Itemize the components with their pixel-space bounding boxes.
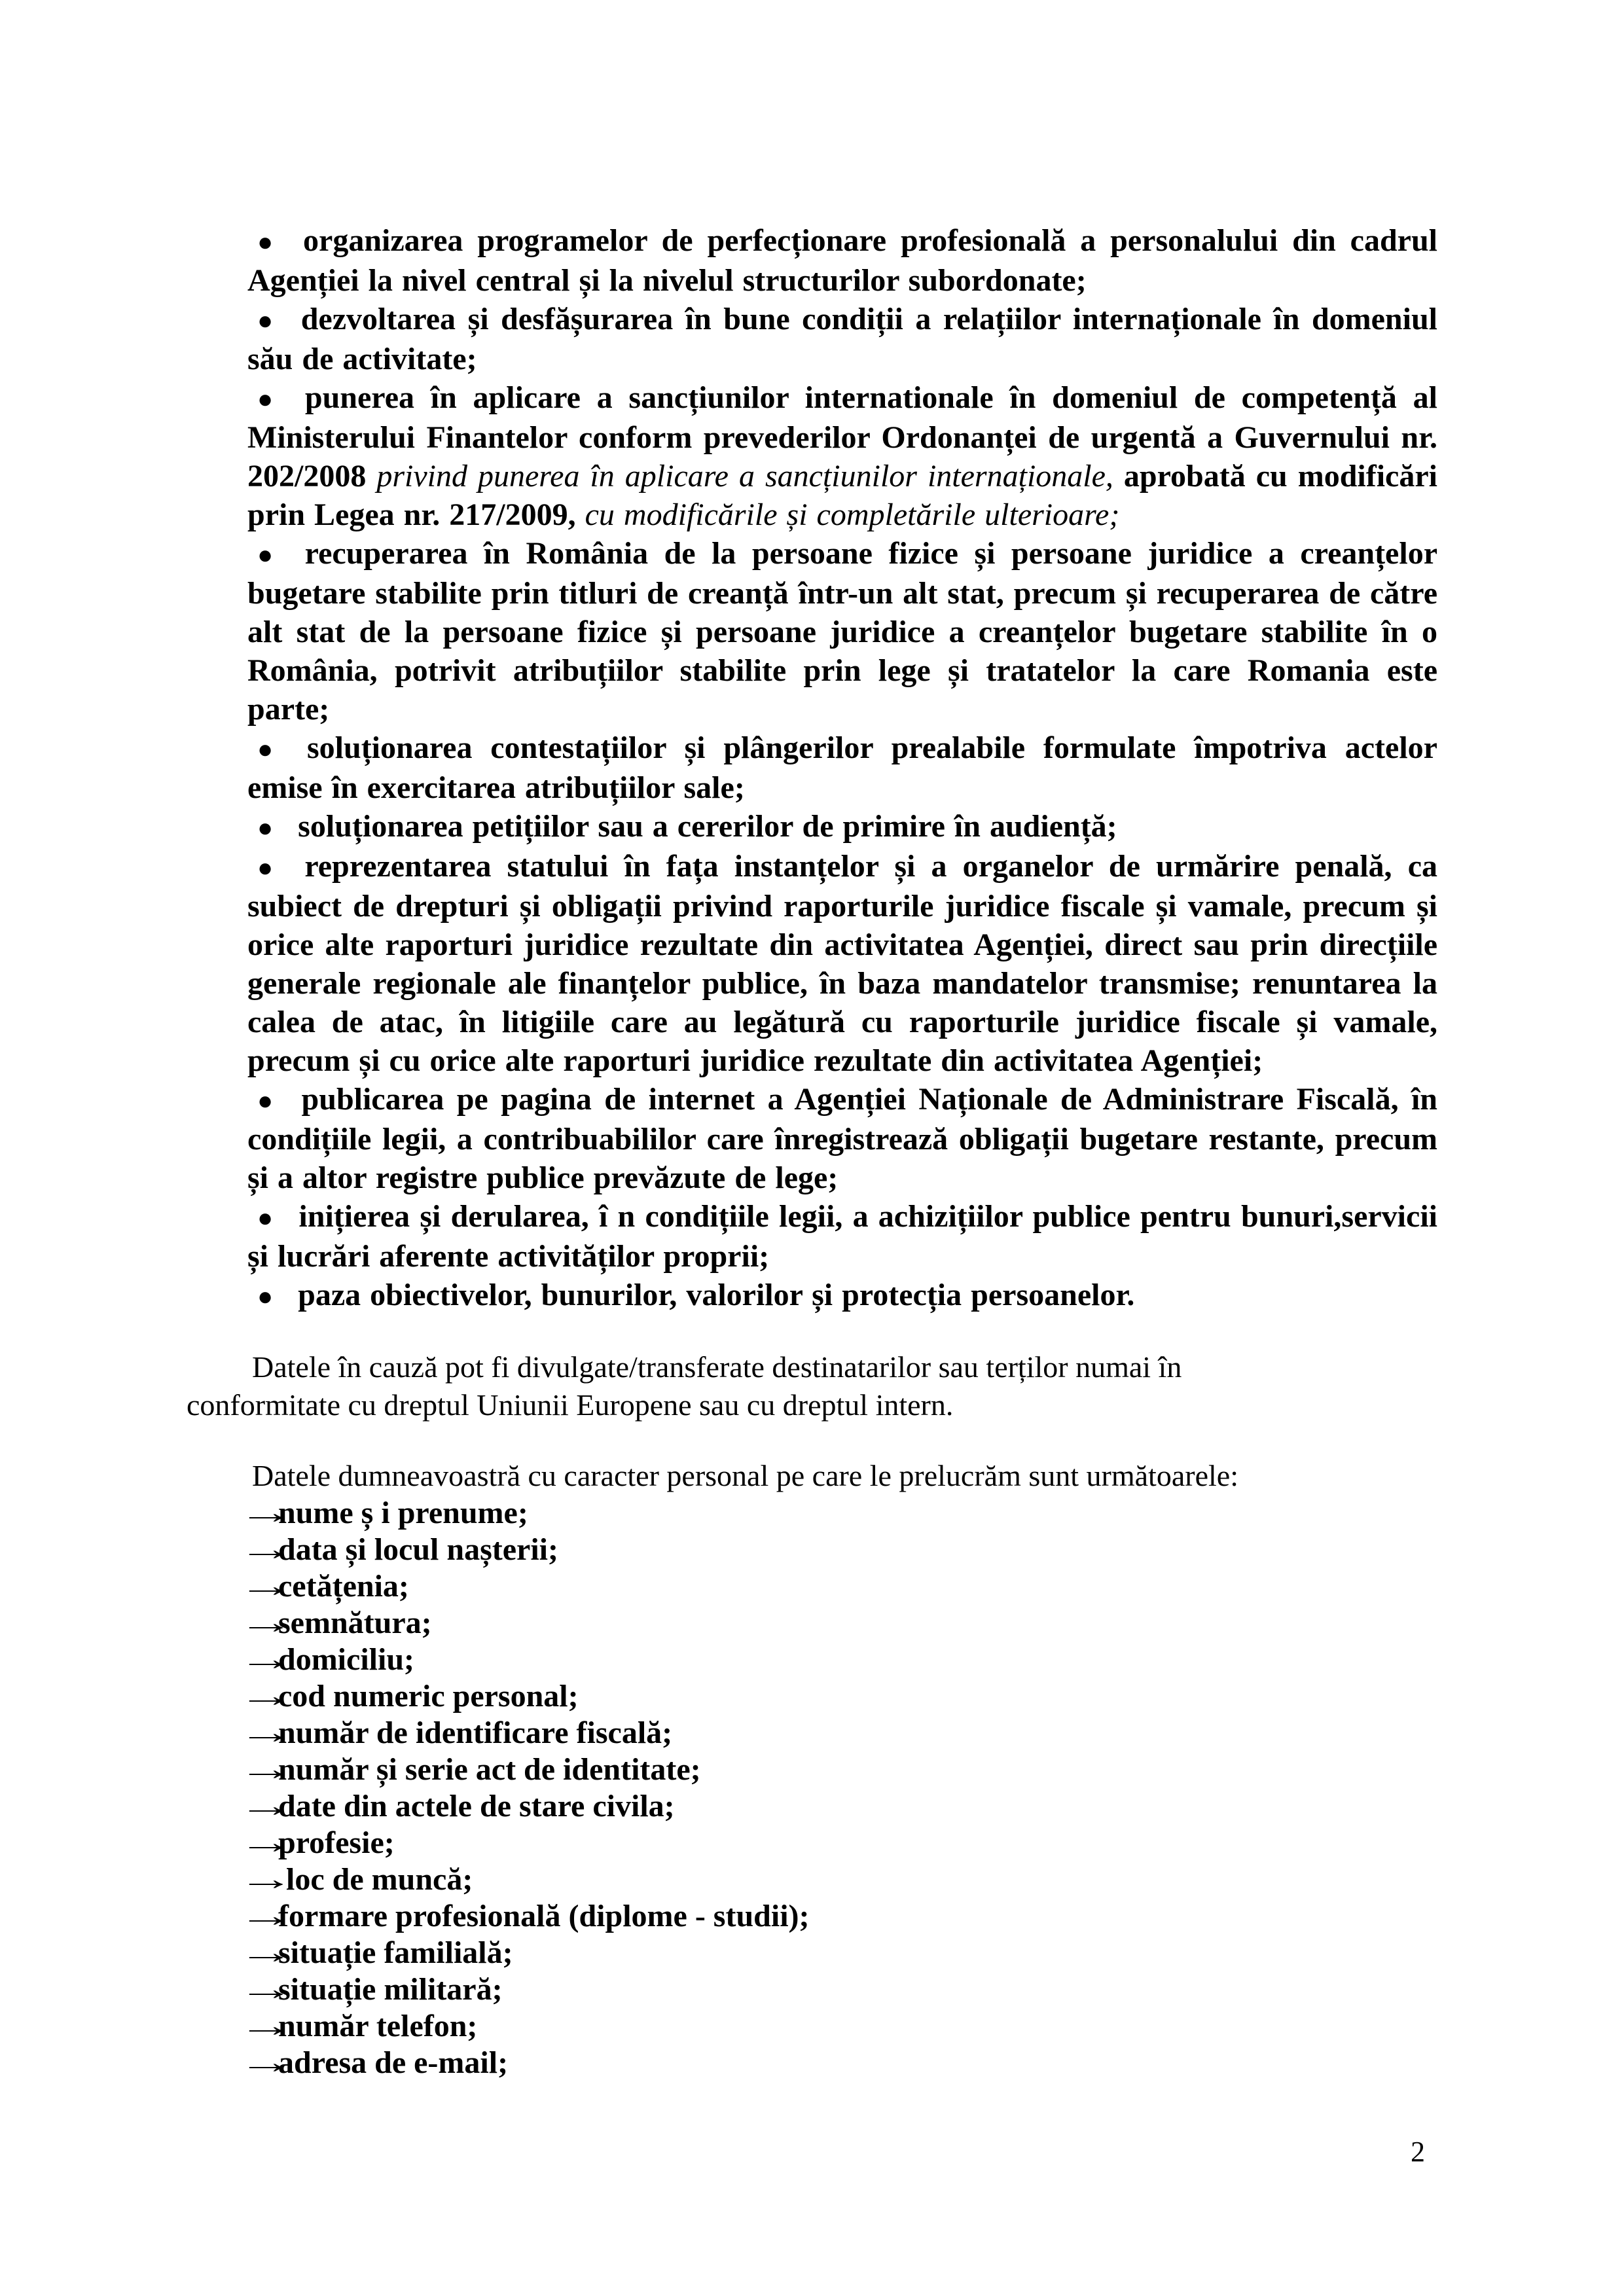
text-segment: soluționarea contestațiilor și plângerilor prealabile formulate împotriva actelor emise în exercitarea atribuțiilor sale; — [247, 730, 1437, 805]
personal-data-label: cod numeric personal; — [278, 1679, 579, 1713]
arrow-icon: → — [238, 1642, 295, 1677]
personal-data-item — [238, 1495, 1437, 1532]
personal-data-label: situație militară; — [278, 1972, 503, 2007]
arrow-icon: → — [238, 1825, 295, 1860]
bullet-icon: ● — [257, 306, 276, 335]
arrow-icon: → — [238, 1899, 295, 1933]
arrow-icon: → — [238, 1679, 295, 1713]
page-number: 2 — [1411, 2136, 1425, 2168]
text-segment: privind punerea în aplicare a sancțiunilor internaționale, — [376, 459, 1113, 493]
page-content — [187, 221, 1438, 2081]
personal-data-label: număr și serie act de identitate; — [278, 1752, 701, 1787]
personal-data-item — [238, 1641, 1437, 1678]
personal-data-label: situație familială; — [278, 1935, 513, 1970]
text-segment: dezvoltarea și desfășurarea în bune condiții a relațiilor internaționale în domeniul său de activitate; — [247, 302, 1437, 376]
bullet-icon: ● — [257, 853, 280, 882]
arrow-icon: → — [238, 2045, 295, 2080]
bullet-icon: ● — [257, 734, 282, 764]
personal-data-item — [238, 2045, 1437, 2081]
bullet-icon: ● — [257, 540, 280, 569]
personal-data-item — [238, 2008, 1437, 2045]
personal-data-item — [238, 1568, 1437, 1605]
personal-data-label: nume ș i prenume; — [278, 1496, 528, 1530]
personal-data-list — [238, 1495, 1437, 2081]
arrow-icon: → — [238, 1789, 295, 1823]
bullet-item — [247, 1197, 1437, 1276]
personal-data-item — [238, 1678, 1437, 1715]
personal-data-label: semnătura; — [278, 1605, 432, 1640]
arrow-icon: → — [238, 1715, 295, 1750]
personal-data-label: adresa de e-mail; — [278, 2045, 509, 2080]
personal-data-item — [238, 1898, 1437, 1935]
arrow-icon: → — [238, 1752, 295, 1787]
bullet-item — [247, 847, 1437, 1080]
arrow-icon: → — [238, 1532, 295, 1567]
bullet-item — [247, 1080, 1437, 1197]
bullet-item — [247, 300, 1437, 378]
personal-data-item — [238, 1861, 1437, 1898]
arrow-icon: → — [238, 1935, 295, 1970]
arrow-icon: → — [238, 1862, 295, 1897]
personal-data-label: profesie; — [278, 1825, 395, 1860]
personal-data-item — [238, 1935, 1437, 1971]
bullet-icon: ● — [257, 1203, 274, 1232]
text-segment: recuperarea în România de la persoane fizice și persoane juridice a creanțelor bugetare stabilite prin titluri de creanță într-un alt stat, precum și recuperarea de către alt stat de la persoane fizice și persoane juridice a creanțelor bugetare stabilite în o România, potrivit atribuțiilor stabilite prin lege și tratatelor la care Romania este parte; — [247, 536, 1437, 726]
bullet-icon: ● — [257, 813, 274, 842]
personal-data-item — [238, 1605, 1437, 1641]
text-segment: soluționarea petițiilor sau a cererilor de primire în audiență; — [298, 809, 1117, 844]
personal-data-label: loc de muncă; — [278, 1862, 473, 1897]
bullet-icon: ● — [257, 1086, 277, 1115]
text-segment: publicarea pe pagina de internet a Agenției Naționale de Administrare Fiscală, în condițiile legii, a contribuabililor care înregistrează obligații bugetare restante, precum și a altor registre publice prevăzute de lege; — [247, 1082, 1437, 1195]
bullet-item — [247, 728, 1437, 807]
bullet-item — [247, 807, 1437, 847]
arrow-icon: → — [238, 1605, 295, 1640]
text-segment: paza obiectivelor, bunurilor, valorilor și protecția persoanelor. — [298, 1278, 1135, 1312]
bullet-list — [247, 221, 1437, 1316]
text-segment: punerea în aplicare a sancțiunilor internationale în domeniul de competență al Ministerului Finantelor conform prevederilor Ordonanței de urgentă a Guvernului nr. 202/2008 — [247, 380, 1437, 493]
bullet-item — [247, 1276, 1437, 1316]
paragraph-personal-data-intro: Datele dumneavoastră cu caracter personal pe care le prelucrăm sunt următoarele: — [252, 1459, 1238, 1492]
text-segment: reprezentarea statului în fața instanțelor și a organelor de urmărire penală, ca subiect de drepturi și obligații privind raporturile juridice fiscale și vamale, precum și orice alte raporturi juridice rezultate din activitatea Agenției, direct sau prin direcțiile generale regionale ale finanțelor publice, în baza mandatelor transmise; renuntarea la calea de atac, în litigiile care au legătură cu raporturile juridice fiscale și vamale, precum și cu orice alte raporturi juridice rezultate din activitatea Agenției; — [247, 849, 1438, 1078]
arrow-icon: → — [238, 1972, 295, 2007]
text-segment: inițierea și derularea, î n condițiile legii, a achizițiilor publice pentru bunuri,servicii și lucrări aferente activităților proprii; — [247, 1199, 1437, 1274]
personal-data-item — [238, 1532, 1437, 1568]
personal-data-label: număr de identificare fiscală; — [278, 1715, 673, 1750]
personal-data-label: domiciliu; — [278, 1642, 415, 1677]
text-segment: cu modificările și completările ulterioare; — [585, 497, 1120, 532]
bullet-item — [247, 221, 1437, 300]
paragraph-data-disclosure: Datele în cauză pot fi divulgate/transferate destinatarilor sau terților numai în conformitate cu dreptul Uniunii Europene sau cu dreptul intern. — [187, 1350, 1182, 1422]
bullet-item — [247, 534, 1437, 728]
personal-data-label: date din actele de stare civila; — [278, 1789, 675, 1823]
text-segment: aprobată cu modificări prin Legea nr. 217/2009, — [247, 459, 1438, 532]
personal-data-label: data și locul nașterii; — [278, 1532, 558, 1567]
personal-data-label: formare profesională (diplome - studii); — [278, 1899, 810, 1933]
arrow-icon: → — [238, 1569, 295, 1604]
text-segment: organizarea programelor de perfecționare profesională a personalului din cadrul Agenției la nivel central și la nivelul structurilor subordonate; — [247, 223, 1437, 298]
personal-data-item — [238, 1715, 1437, 1751]
bullet-icon: ● — [257, 227, 279, 257]
personal-data-item — [238, 1751, 1437, 1788]
personal-data-label: cetățenia; — [278, 1569, 409, 1604]
bullet-icon: ● — [257, 384, 280, 414]
personal-data-item — [238, 1971, 1437, 2008]
personal-data-label: număr telefon; — [278, 2009, 478, 2043]
personal-data-item — [238, 1825, 1437, 1861]
arrow-icon: → — [238, 1496, 295, 1530]
personal-data-item — [238, 1788, 1437, 1825]
bullet-icon: ● — [257, 1282, 274, 1311]
arrow-icon: → — [238, 2009, 295, 2043]
bullet-item — [247, 378, 1437, 534]
